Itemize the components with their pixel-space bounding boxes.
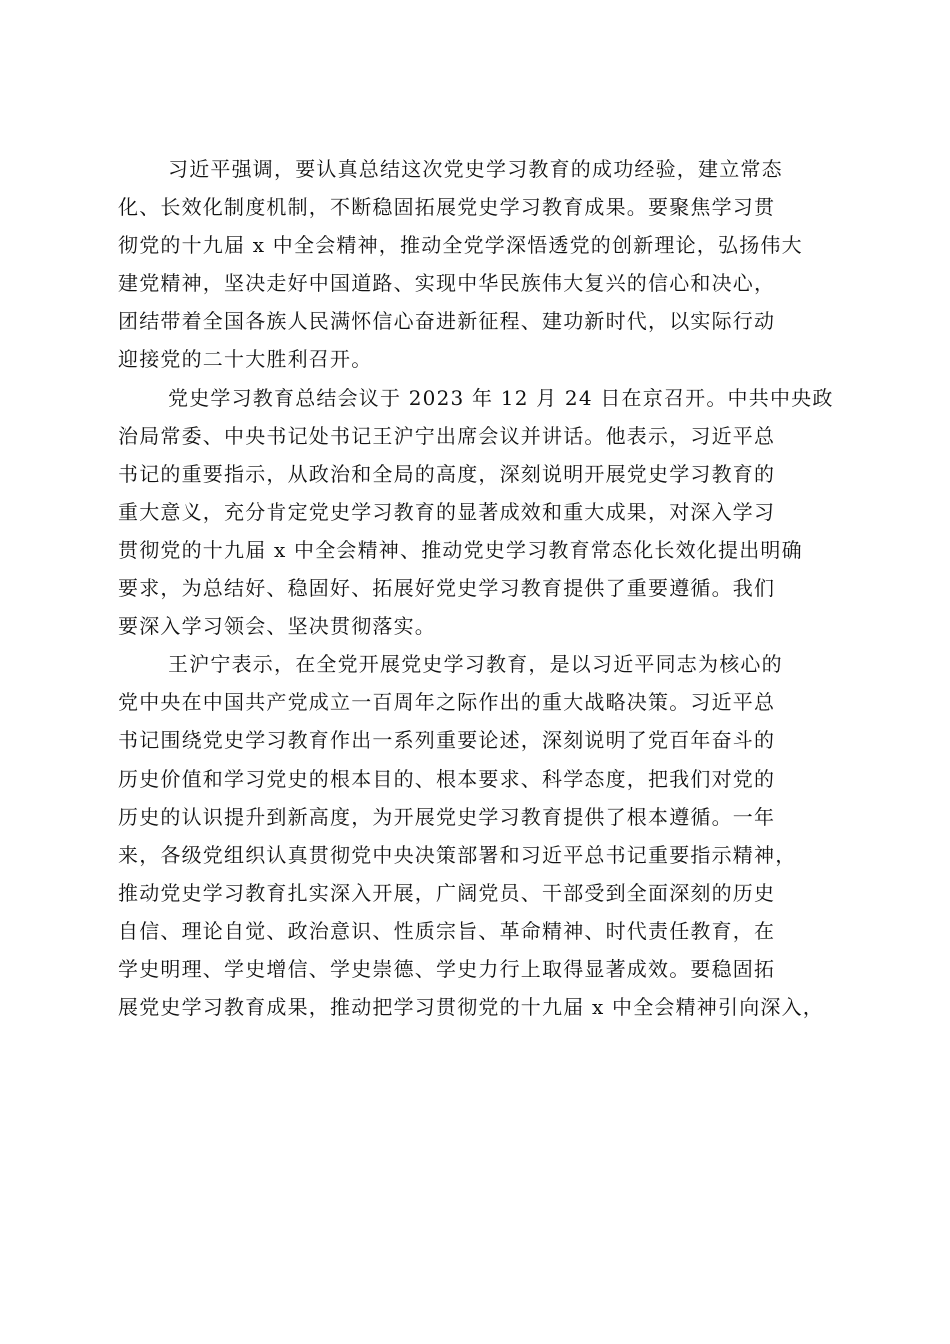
paragraph-line: 迎接党的二十大胜利召开。 bbox=[118, 347, 373, 372]
paragraph-line: 推动党史学习教育扎实深入开展，广阔党员、干部受到全面深刻的历史 bbox=[118, 880, 776, 905]
paragraph-line: 彻党的十九届 x 中全会精神，推动全党学深悟透党的创新理论，弘扬伟大 bbox=[118, 233, 803, 258]
paragraph-line: 历史价值和学习党史的根本目的、根本要求、科学态度，把我们对党的 bbox=[118, 766, 776, 791]
paragraph-line: 要深入学习领会、坚决贯彻落实。 bbox=[118, 614, 436, 639]
paragraph-line: 重大意义，充分肯定党史学习教育的显著成效和重大成果，对深入学习 bbox=[118, 499, 776, 524]
paragraph-line: 要求，为总结好、稳固好、拓展好党史学习教育提供了重要遵循。我们 bbox=[118, 576, 776, 601]
paragraph-line: 贯彻党的十九届 x 中全会精神、推动党史学习教育常态化长效化提出明确 bbox=[118, 537, 803, 562]
paragraph-line: 化、长效化制度机制，不断稳固拓展党史学习教育成果。要聚焦学习贯 bbox=[118, 195, 776, 220]
paragraph-line: 历史的认识提升到新高度，为开展党史学习教育提供了根本遵循。一年 bbox=[118, 804, 776, 829]
paragraph-line: 书记的重要指示，从政治和全局的高度，深刻说明开展党史学习教育的 bbox=[118, 461, 776, 486]
document-body bbox=[118, 150, 848, 1026]
paragraph-line: 党中央在中国共产党成立一百周年之际作出的重大战略决策。习近平总 bbox=[118, 690, 776, 715]
paragraph-line: 治局常委、中央书记处书记王沪宁出席会议并讲话。他表示，习近平总 bbox=[118, 423, 776, 448]
paragraph-line: 习近平强调，要认真总结这次党史学习教育的成功经验，建立常态 bbox=[168, 157, 783, 181]
paragraph-1 bbox=[118, 150, 848, 379]
paragraph-line: 自信、理论自觉、政治意识、性质宗旨、革命精神、时代责任教育，在 bbox=[118, 918, 776, 943]
paragraph-line: 书记围绕党史学习教育作出一系列重要论述，深刻说明了党百年奋斗的 bbox=[118, 728, 776, 753]
paragraph-line: 王沪宁表示，在全党开展党史学习教育，是以习近平同志为核心的 bbox=[168, 652, 783, 677]
paragraph-3 bbox=[118, 645, 848, 1026]
paragraph-2 bbox=[118, 379, 848, 646]
paragraph-line: 团结带着全国各族人民满怀信心奋进新征程、建功新时代，以实际行动 bbox=[118, 309, 776, 334]
paragraph-line: 展党史学习教育成果，推动把学习贯彻党的十九届 x 中全会精神引向深入， bbox=[118, 995, 824, 1020]
paragraph-line: 党史学习教育总结会议于 2023 年 12 月 24 日在京召开。中共中央政 bbox=[168, 385, 834, 410]
paragraph-line: 建党精神，坚决走好中国道路、实现中华民族伟大复兴的信心和决心， bbox=[118, 271, 776, 296]
paragraph-line: 来，各级党组织认真贯彻党中央决策部署和习近平总书记重要指示精神， bbox=[118, 842, 797, 867]
paragraph-line: 学史明理、学史增信、学史崇德、学史力行上取得显著成效。要稳固拓 bbox=[118, 956, 776, 981]
